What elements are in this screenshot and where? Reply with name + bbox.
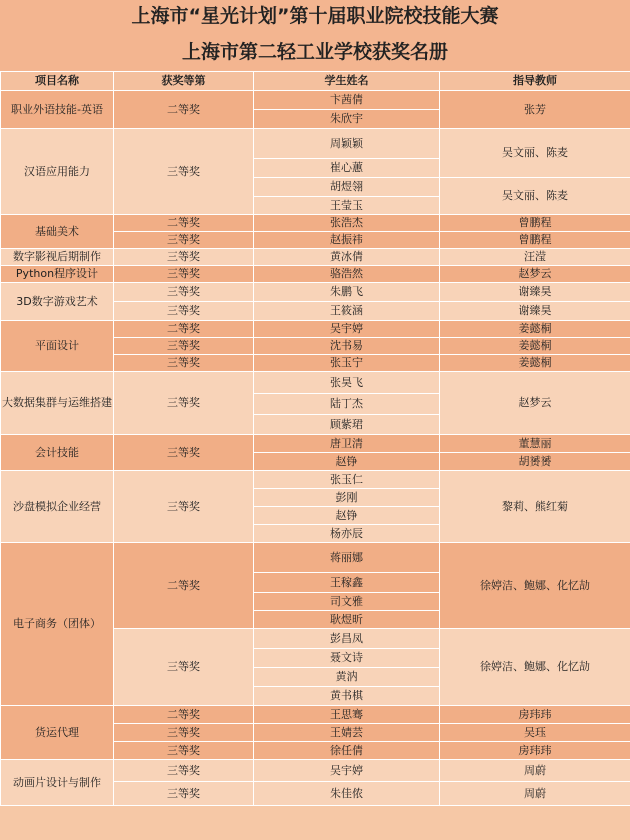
- award-cell: 三等奖: [114, 302, 254, 321]
- award-cell: 二等奖: [114, 543, 254, 629]
- award-cell: 三等奖: [114, 742, 254, 760]
- header-teacher: 指导教师: [440, 72, 630, 91]
- teacher-cell: 周蔚: [440, 760, 630, 782]
- student-cell: 彭刚: [254, 489, 440, 507]
- student-cell: 耿煜昕: [254, 611, 440, 629]
- award-cell: 三等奖: [114, 471, 254, 543]
- teacher-cell: 吴珏: [440, 724, 630, 742]
- student-cell: 黄汭: [254, 668, 440, 687]
- title-banner: [0, 0, 630, 71]
- award-cell: 二等奖: [114, 215, 254, 232]
- student-cell: 张玉宁: [254, 355, 440, 372]
- table-row: [1, 543, 630, 573]
- table-row: [1, 91, 630, 110]
- student-cell: 黄冰倩: [254, 249, 440, 266]
- teacher-cell: 赵梦云: [440, 266, 630, 283]
- award-cell: 三等奖: [114, 760, 254, 782]
- student-cell: 王莹玉: [254, 197, 440, 215]
- project-cell: 职业外语技能-英语: [1, 91, 114, 129]
- table-row: [1, 435, 630, 453]
- student-cell: 王稼鑫: [254, 573, 440, 593]
- project-cell: Python程序设计: [1, 266, 114, 283]
- teacher-cell: 周蔚: [440, 782, 630, 806]
- project-cell: 电子商务（团体）: [1, 543, 114, 706]
- title-line-2: 上海市第二轻工业学校获奖名册: [181, 41, 448, 63]
- student-cell: 朱鹏飞: [254, 283, 440, 302]
- award-cell: 三等奖: [114, 724, 254, 742]
- teacher-cell: 董慧丽: [440, 435, 630, 453]
- teacher-cell: 房玮玮: [440, 742, 630, 760]
- student-cell: 徐任倩: [254, 742, 440, 760]
- table-row: [1, 283, 630, 302]
- student-cell: 张玉仁: [254, 471, 440, 489]
- award-cell: 三等奖: [114, 782, 254, 806]
- student-cell: 杨亦辰: [254, 525, 440, 543]
- table-row: [1, 266, 630, 283]
- header-project: 项目名称: [1, 72, 114, 91]
- teacher-cell: 徐婷洁、鲍娜、化忆劼: [440, 543, 630, 629]
- table-header-row: [1, 72, 630, 91]
- student-cell: 聂文诗: [254, 649, 440, 668]
- teacher-cell: 谢臻昊: [440, 302, 630, 321]
- teacher-cell: 姜懿桐: [440, 321, 630, 338]
- award-cell: 三等奖: [114, 435, 254, 471]
- student-cell: 顾紫珺: [254, 415, 440, 435]
- award-cell: 三等奖: [114, 283, 254, 302]
- teacher-cell: 吴文丽、陈麦: [440, 178, 630, 215]
- table-row: [1, 760, 630, 782]
- title-line-1: 上海市“星光计划”第十届职业院校技能大赛: [131, 5, 499, 27]
- student-cell: 沈书易: [254, 338, 440, 355]
- student-cell: 蒋丽娜: [254, 543, 440, 573]
- student-cell: 张昊飞: [254, 372, 440, 394]
- award-cell: 二等奖: [114, 321, 254, 338]
- project-cell: 会计技能: [1, 435, 114, 471]
- award-cell: 三等奖: [114, 266, 254, 283]
- table-row: [1, 471, 630, 489]
- project-cell: 货运代理: [1, 706, 114, 760]
- header-student: 学生姓名: [254, 72, 440, 91]
- student-cell: 周颖颖: [254, 129, 440, 159]
- student-cell: 赵铮: [254, 507, 440, 525]
- student-cell: 吴宇婷: [254, 321, 440, 338]
- table-row: [1, 706, 630, 724]
- student-cell: 赵振祎: [254, 232, 440, 249]
- teacher-cell: 汪滢: [440, 249, 630, 266]
- student-cell: 王思骞: [254, 706, 440, 724]
- teacher-cell: 徐婷洁、鲍娜、化忆劼: [440, 629, 630, 706]
- teacher-cell: 曾鹏程: [440, 215, 630, 232]
- student-cell: 朱佳侬: [254, 782, 440, 806]
- award-cell: 三等奖: [114, 629, 254, 706]
- student-cell: 王婧芸: [254, 724, 440, 742]
- award-table: [0, 71, 630, 806]
- teacher-cell: 黎莉、熊红菊: [440, 471, 630, 543]
- student-cell: 骆浩然: [254, 266, 440, 283]
- student-cell: 卞茜倩: [254, 91, 440, 110]
- student-cell: 王筱涵: [254, 302, 440, 321]
- teacher-cell: 房玮玮: [440, 706, 630, 724]
- student-cell: 陆丁杰: [254, 394, 440, 415]
- award-cell: 三等奖: [114, 249, 254, 266]
- award-cell: 三等奖: [114, 232, 254, 249]
- student-cell: 吴宇婷: [254, 760, 440, 782]
- student-cell: 黄书棋: [254, 687, 440, 706]
- table-row: [1, 249, 630, 266]
- table-row: [1, 215, 630, 232]
- teacher-cell: 姜懿桐: [440, 355, 630, 372]
- student-cell: 胡煜翎: [254, 178, 440, 197]
- award-cell: 三等奖: [114, 372, 254, 435]
- teacher-cell: 谢臻昊: [440, 283, 630, 302]
- project-cell: 汉语应用能力: [1, 129, 114, 215]
- award-cell: 三等奖: [114, 129, 254, 215]
- student-cell: 唐卫清: [254, 435, 440, 453]
- teacher-cell: 曾鹏程: [440, 232, 630, 249]
- student-cell: 崔心蕙: [254, 159, 440, 178]
- student-cell: 朱欣宇: [254, 110, 440, 129]
- teacher-cell: 赵梦云: [440, 372, 630, 435]
- teacher-cell: 张芳: [440, 91, 630, 129]
- student-cell: 赵铮: [254, 453, 440, 471]
- teacher-cell: 胡赟赟: [440, 453, 630, 471]
- project-cell: 平面设计: [1, 321, 114, 372]
- project-cell: 沙盘模拟企业经营: [1, 471, 114, 543]
- award-cell: 三等奖: [114, 355, 254, 372]
- table-row: [1, 129, 630, 159]
- teacher-cell: 姜懿桐: [440, 338, 630, 355]
- project-cell: 3D数字游戏艺术: [1, 283, 114, 321]
- project-cell: 大数据集群与运维搭建: [1, 372, 114, 435]
- award-cell: 三等奖: [114, 338, 254, 355]
- table-row: [1, 321, 630, 338]
- project-cell: 基础美术: [1, 215, 114, 249]
- teacher-cell: 吴文丽、陈麦: [440, 129, 630, 178]
- project-cell: 动画片设计与制作: [1, 760, 114, 806]
- student-cell: 彭昌凤: [254, 629, 440, 649]
- header-award: 获奖等第: [114, 72, 254, 91]
- table-row: [1, 372, 630, 394]
- student-cell: 司文雅: [254, 593, 440, 611]
- student-cell: 张浩杰: [254, 215, 440, 232]
- award-cell: 二等奖: [114, 91, 254, 129]
- award-cell: 二等奖: [114, 706, 254, 724]
- project-cell: 数字影视后期制作: [1, 249, 114, 266]
